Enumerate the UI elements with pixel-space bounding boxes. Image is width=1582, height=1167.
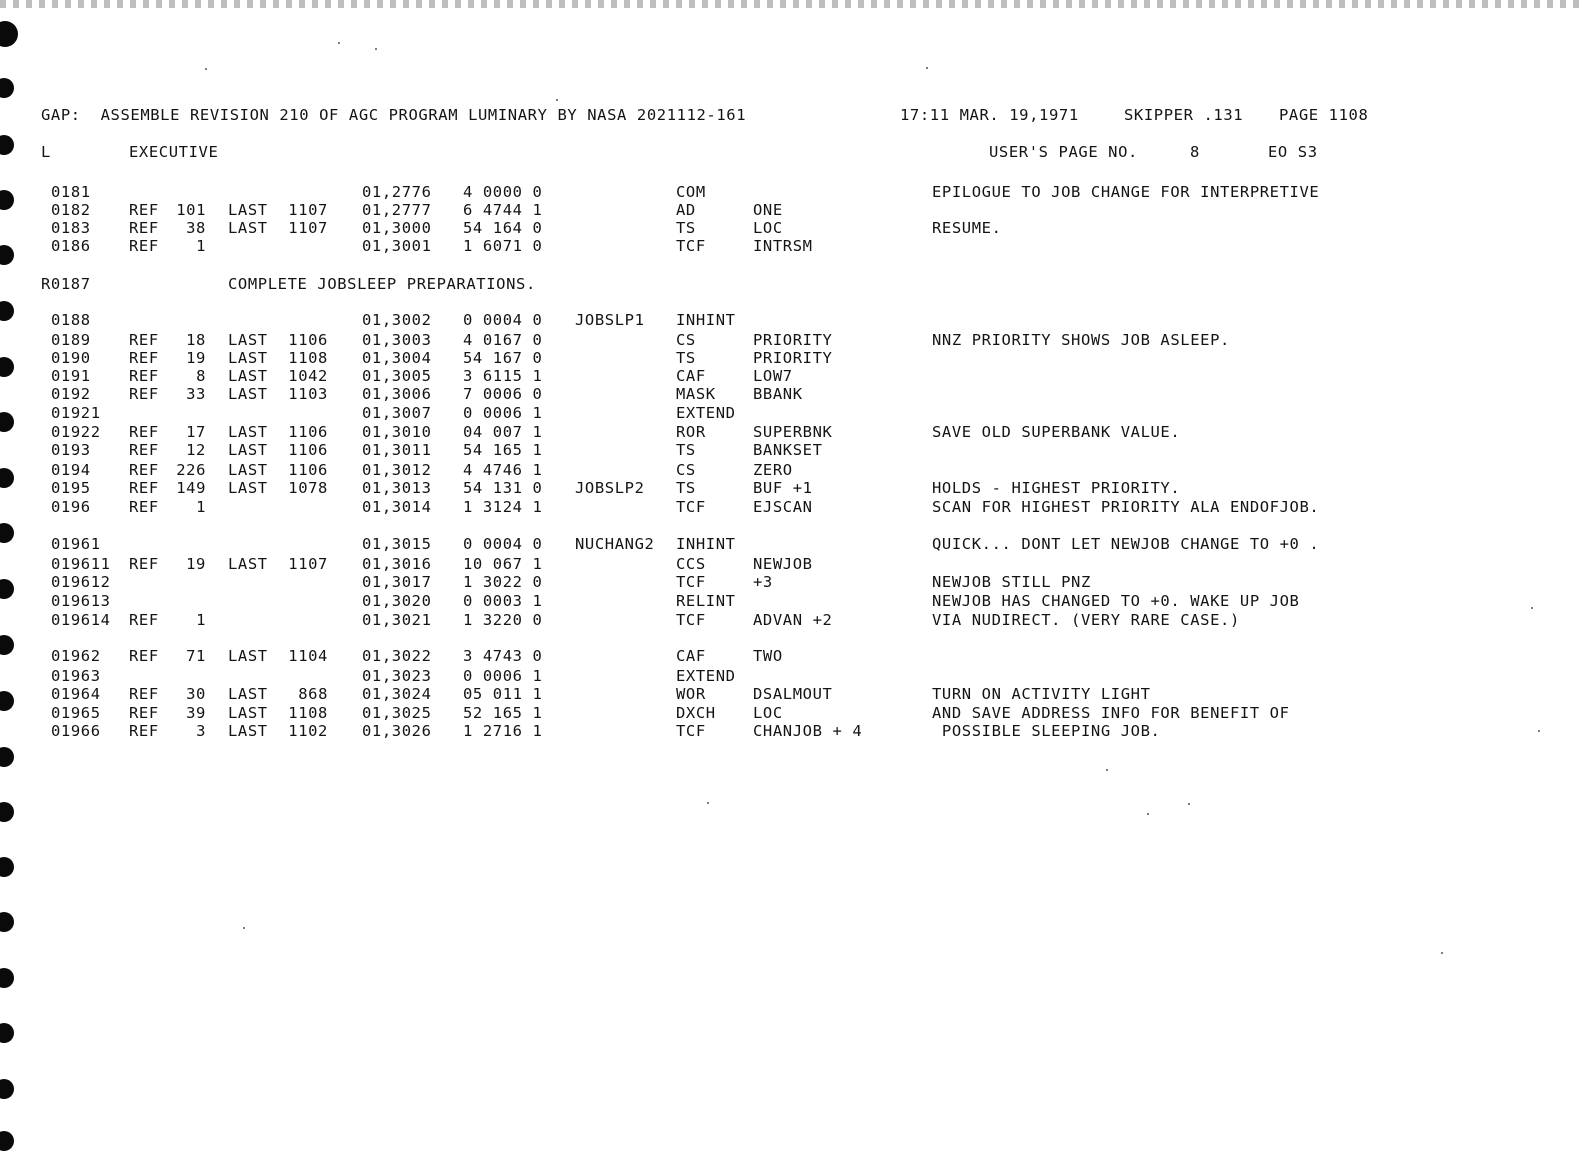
octal-code: 1 3124 1 (463, 498, 543, 516)
address: 01,3001 (362, 237, 432, 255)
last-page: 1107 (288, 219, 328, 237)
operand: PRIORITY (753, 331, 833, 349)
last-keyword: LAST (228, 349, 268, 367)
line-number: 0193 (51, 441, 91, 459)
line-number: 0188 (51, 311, 91, 329)
remark-seq: R0187 (41, 275, 91, 293)
octal-code: 1 2716 1 (463, 722, 543, 740)
feed-hole (0, 857, 14, 877)
ref-keyword: REF (129, 423, 159, 441)
last-page: 1103 (288, 385, 328, 403)
last-keyword: LAST (228, 555, 268, 573)
last-keyword: LAST (228, 367, 268, 385)
ref-count: 1 (196, 237, 206, 255)
opcode: INHINT (676, 311, 736, 329)
paper-speck (1538, 730, 1540, 732)
opcode: EXTEND (676, 404, 736, 422)
operand: SUPERBNK (753, 423, 833, 441)
ref-keyword: REF (129, 685, 159, 703)
octal-code: 54 165 1 (463, 441, 543, 459)
octal-code: 52 165 1 (463, 704, 543, 722)
paper-speck (556, 99, 558, 101)
feed-hole (0, 691, 14, 711)
feed-hole (0, 190, 14, 210)
operand: ZERO (753, 461, 793, 479)
ref-keyword: REF (129, 704, 159, 722)
feed-hole (0, 523, 14, 543)
address: 01,3010 (362, 423, 432, 441)
operand: LOC (753, 219, 783, 237)
last-page: 1108 (288, 704, 328, 722)
octal-code: 0 0004 0 (463, 535, 543, 553)
ref-keyword: REF (129, 611, 159, 629)
ref-count: 38 (186, 219, 206, 237)
line-number: 01961 (51, 535, 101, 553)
last-keyword: LAST (228, 331, 268, 349)
ref-keyword: REF (129, 349, 159, 367)
octal-code: 7 0006 0 (463, 385, 543, 403)
last-page: 1102 (288, 722, 328, 740)
address: 01,3013 (362, 479, 432, 497)
print-timestamp: 17:11 MAR. 19,1971 (900, 106, 1079, 124)
ref-count: 18 (186, 331, 206, 349)
operand: DSALMOUT (753, 685, 833, 703)
last-keyword: LAST (228, 704, 268, 722)
opcode: ROR (676, 423, 706, 441)
octal-code: 54 164 0 (463, 219, 543, 237)
ref-count: 17 (186, 423, 206, 441)
paper-speck (243, 927, 245, 929)
octal-code: 0 0004 0 (463, 311, 543, 329)
line-number: 01962 (51, 647, 101, 665)
feed-hole (0, 968, 14, 988)
ref-keyword: REF (129, 722, 159, 740)
operand: CHANJOB + 4 (753, 722, 863, 740)
paper-speck (707, 802, 709, 804)
opcode: DXCH (676, 704, 716, 722)
address: 01,3026 (362, 722, 432, 740)
address: 01,3023 (362, 667, 432, 685)
address: 01,3017 (362, 573, 432, 591)
comment: SCAN FOR HIGHEST PRIORITY ALA ENDOFJOB. (932, 498, 1320, 516)
ref-keyword: REF (129, 479, 159, 497)
line-number: 0181 (51, 183, 91, 201)
comment: TURN ON ACTIVITY LIGHT (932, 685, 1151, 703)
symbol-label: NUCHANG2 (575, 535, 655, 553)
line-number: 019613 (51, 592, 111, 610)
ref-count: 12 (186, 441, 206, 459)
opcode: TS (676, 479, 696, 497)
assembly-title: GAP: ASSEMBLE REVISION 210 OF AGC PROGRAM LUMINARY BY NASA 2021112-161 (41, 106, 747, 124)
paper-speck (1441, 952, 1443, 954)
feed-hole (0, 802, 14, 822)
operand: BBANK (753, 385, 803, 403)
line-number: 0191 (51, 367, 91, 385)
last-keyword: LAST (228, 441, 268, 459)
comment: RESUME. (932, 219, 1002, 237)
comment: POSSIBLE SLEEPING JOB. (932, 722, 1161, 740)
operand: ADVAN +2 (753, 611, 833, 629)
last-keyword: LAST (228, 685, 268, 703)
ref-keyword: REF (129, 498, 159, 516)
line-number: 01965 (51, 704, 101, 722)
feed-hole (0, 635, 14, 655)
users-page-label: USER'S PAGE NO. (989, 143, 1138, 161)
opcode: CS (676, 461, 696, 479)
octal-code: 6 4744 1 (463, 201, 543, 219)
ref-count: 101 (176, 201, 206, 219)
octal-code: 54 167 0 (463, 349, 543, 367)
address: 01,3016 (362, 555, 432, 573)
last-keyword: LAST (228, 479, 268, 497)
ref-keyword: REF (129, 367, 159, 385)
last-page: 1104 (288, 647, 328, 665)
operand: TWO (753, 647, 783, 665)
opcode: MASK (676, 385, 716, 403)
ref-keyword: REF (129, 647, 159, 665)
feed-hole (0, 21, 18, 47)
line-number: 0189 (51, 331, 91, 349)
comment: SAVE OLD SUPERBANK VALUE. (932, 423, 1181, 441)
ref-keyword: REF (129, 237, 159, 255)
paper-speck (1147, 813, 1149, 815)
ref-count: 19 (186, 555, 206, 573)
remark-text: COMPLETE JOBSLEEP PREPARATIONS. (228, 275, 536, 293)
address: 01,3015 (362, 535, 432, 553)
ref-keyword: REF (129, 555, 159, 573)
operand: EJSCAN (753, 498, 813, 516)
last-page: 1107 (288, 555, 328, 573)
line-number: 0190 (51, 349, 91, 367)
feed-hole (0, 579, 14, 599)
opcode: TCF (676, 611, 706, 629)
address: 01,3007 (362, 404, 432, 422)
line-number: 0183 (51, 219, 91, 237)
address: 01,3012 (362, 461, 432, 479)
octal-code: 0 0006 1 (463, 667, 543, 685)
last-page: 1106 (288, 441, 328, 459)
line-number: 019614 (51, 611, 111, 629)
line-number: 01922 (51, 423, 101, 441)
line-number: 01964 (51, 685, 101, 703)
opcode: CAF (676, 367, 706, 385)
operand: LOW7 (753, 367, 793, 385)
line-number: 01963 (51, 667, 101, 685)
users-page-number: 8 (1190, 143, 1200, 161)
last-keyword: LAST (228, 461, 268, 479)
last-page: 1108 (288, 349, 328, 367)
perforation-dash-strip (0, 0, 1582, 8)
opcode: TS (676, 441, 696, 459)
symbol-label: JOBSLP1 (575, 311, 645, 329)
last-keyword: LAST (228, 201, 268, 219)
line-number: 019611 (51, 555, 111, 573)
operand: INTRSM (753, 237, 813, 255)
comment: NEWJOB HAS CHANGED TO +0. WAKE UP JOB (932, 592, 1300, 610)
octal-code: 4 0167 0 (463, 331, 543, 349)
operand: ONE (753, 201, 783, 219)
line-number: 0182 (51, 201, 91, 219)
octal-code: 3 6115 1 (463, 367, 543, 385)
ref-keyword: REF (129, 441, 159, 459)
line-number: 0192 (51, 385, 91, 403)
opcode: TS (676, 349, 696, 367)
ref-keyword: REF (129, 385, 159, 403)
address: 01,3004 (362, 349, 432, 367)
paper-speck (926, 67, 928, 69)
paper-speck (1531, 607, 1533, 609)
opcode: CS (676, 331, 696, 349)
feed-hole (0, 1079, 14, 1099)
operand: NEWJOB (753, 555, 813, 573)
feed-hole (0, 412, 14, 432)
section-title: EXECUTIVE (129, 143, 219, 161)
last-page: 1106 (288, 423, 328, 441)
octal-code: 05 011 1 (463, 685, 543, 703)
line-number: 0196 (51, 498, 91, 516)
ref-count: 3 (196, 722, 206, 740)
address: 01,3002 (362, 311, 432, 329)
comment: VIA NUDIRECT. (VERY RARE CASE.) (932, 611, 1240, 629)
feed-hole (0, 301, 14, 321)
ref-keyword: REF (129, 219, 159, 237)
paper-speck (1188, 803, 1190, 805)
ref-keyword: REF (129, 461, 159, 479)
opcode: TCF (676, 498, 706, 516)
comment: AND SAVE ADDRESS INFO FOR BENEFIT OF (932, 704, 1290, 722)
comment: NEWJOB STILL PNZ (932, 573, 1091, 591)
paper-speck (338, 42, 340, 44)
line-number: 019612 (51, 573, 111, 591)
comment: EPILOGUE TO JOB CHANGE FOR INTERPRETIVE (932, 183, 1320, 201)
feed-hole (0, 78, 14, 98)
ref-count: 226 (176, 461, 206, 479)
listing-type: L (41, 143, 51, 161)
opcode: CAF (676, 647, 706, 665)
address: 01,3005 (362, 367, 432, 385)
octal-code: 0 0006 1 (463, 404, 543, 422)
octal-code: 54 131 0 (463, 479, 543, 497)
address: 01,3021 (362, 611, 432, 629)
octal-code: 1 6071 0 (463, 237, 543, 255)
ref-count: 8 (196, 367, 206, 385)
operand: +3 (753, 573, 773, 591)
address: 01,3014 (362, 498, 432, 516)
octal-code: 04 007 1 (463, 423, 543, 441)
address: 01,3000 (362, 219, 432, 237)
ref-count: 149 (176, 479, 206, 497)
line-number: 0186 (51, 237, 91, 255)
ref-count: 1 (196, 498, 206, 516)
opcode: TCF (676, 722, 706, 740)
opcode: TS (676, 219, 696, 237)
opcode: EXTEND (676, 667, 736, 685)
address: 01,3020 (362, 592, 432, 610)
ref-count: 39 (186, 704, 206, 722)
ref-count: 30 (186, 685, 206, 703)
octal-code: 3 4743 0 (463, 647, 543, 665)
paper-speck (205, 68, 207, 70)
last-keyword: LAST (228, 647, 268, 665)
feed-hole (0, 912, 14, 932)
last-keyword: LAST (228, 385, 268, 403)
ref-keyword: REF (129, 331, 159, 349)
skipper-label: SKIPPER .131 (1124, 106, 1244, 124)
address: 01,2777 (362, 201, 432, 219)
ref-count: 33 (186, 385, 206, 403)
opcode: TCF (676, 237, 706, 255)
listing-code: EO S3 (1268, 143, 1318, 161)
operand: PRIORITY (753, 349, 833, 367)
opcode: CCS (676, 555, 706, 573)
octal-code: 4 4746 1 (463, 461, 543, 479)
ref-count: 1 (196, 611, 206, 629)
address: 01,3003 (362, 331, 432, 349)
opcode: AD (676, 201, 696, 219)
last-keyword: LAST (228, 722, 268, 740)
last-keyword: LAST (228, 423, 268, 441)
last-page: 1106 (288, 331, 328, 349)
last-page: 868 (298, 685, 328, 703)
feed-hole (0, 1131, 14, 1151)
last-page: 1042 (288, 367, 328, 385)
octal-code: 0 0003 1 (463, 592, 543, 610)
feed-hole (0, 245, 14, 265)
address: 01,3025 (362, 704, 432, 722)
address: 01,3024 (362, 685, 432, 703)
feed-hole (0, 747, 14, 767)
tractor-feed-holes (0, 0, 20, 1167)
address: 01,2776 (362, 183, 432, 201)
address: 01,3006 (362, 385, 432, 403)
octal-code: 4 0000 0 (463, 183, 543, 201)
ref-count: 71 (186, 647, 206, 665)
opcode: COM (676, 183, 706, 201)
operand: LOC (753, 704, 783, 722)
paper-speck (1106, 769, 1108, 771)
feed-hole (0, 135, 14, 155)
feed-hole (0, 357, 14, 377)
operand: BUF +1 (753, 479, 813, 497)
octal-code: 1 3022 0 (463, 573, 543, 591)
feed-hole (0, 1023, 14, 1043)
feed-hole (0, 468, 14, 488)
line-number: 01921 (51, 404, 101, 422)
line-number: 0194 (51, 461, 91, 479)
comment: NNZ PRIORITY SHOWS JOB ASLEEP. (932, 331, 1230, 349)
last-page: 1078 (288, 479, 328, 497)
opcode: RELINT (676, 592, 736, 610)
ref-keyword: REF (129, 201, 159, 219)
paper-speck (375, 48, 377, 50)
last-keyword: LAST (228, 219, 268, 237)
operand: BANKSET (753, 441, 823, 459)
last-page: 1106 (288, 461, 328, 479)
ref-count: 19 (186, 349, 206, 367)
comment: QUICK... DONT LET NEWJOB CHANGE TO +0 . (932, 535, 1320, 553)
octal-code: 10 067 1 (463, 555, 543, 573)
last-page: 1107 (288, 201, 328, 219)
comment: HOLDS - HIGHEST PRIORITY. (932, 479, 1181, 497)
line-number: 0195 (51, 479, 91, 497)
page-number: PAGE 1108 (1279, 106, 1369, 124)
symbol-label: JOBSLP2 (575, 479, 645, 497)
address: 01,3022 (362, 647, 432, 665)
octal-code: 1 3220 0 (463, 611, 543, 629)
address: 01,3011 (362, 441, 432, 459)
opcode: INHINT (676, 535, 736, 553)
line-number: 01966 (51, 722, 101, 740)
opcode: TCF (676, 573, 706, 591)
opcode: WOR (676, 685, 706, 703)
